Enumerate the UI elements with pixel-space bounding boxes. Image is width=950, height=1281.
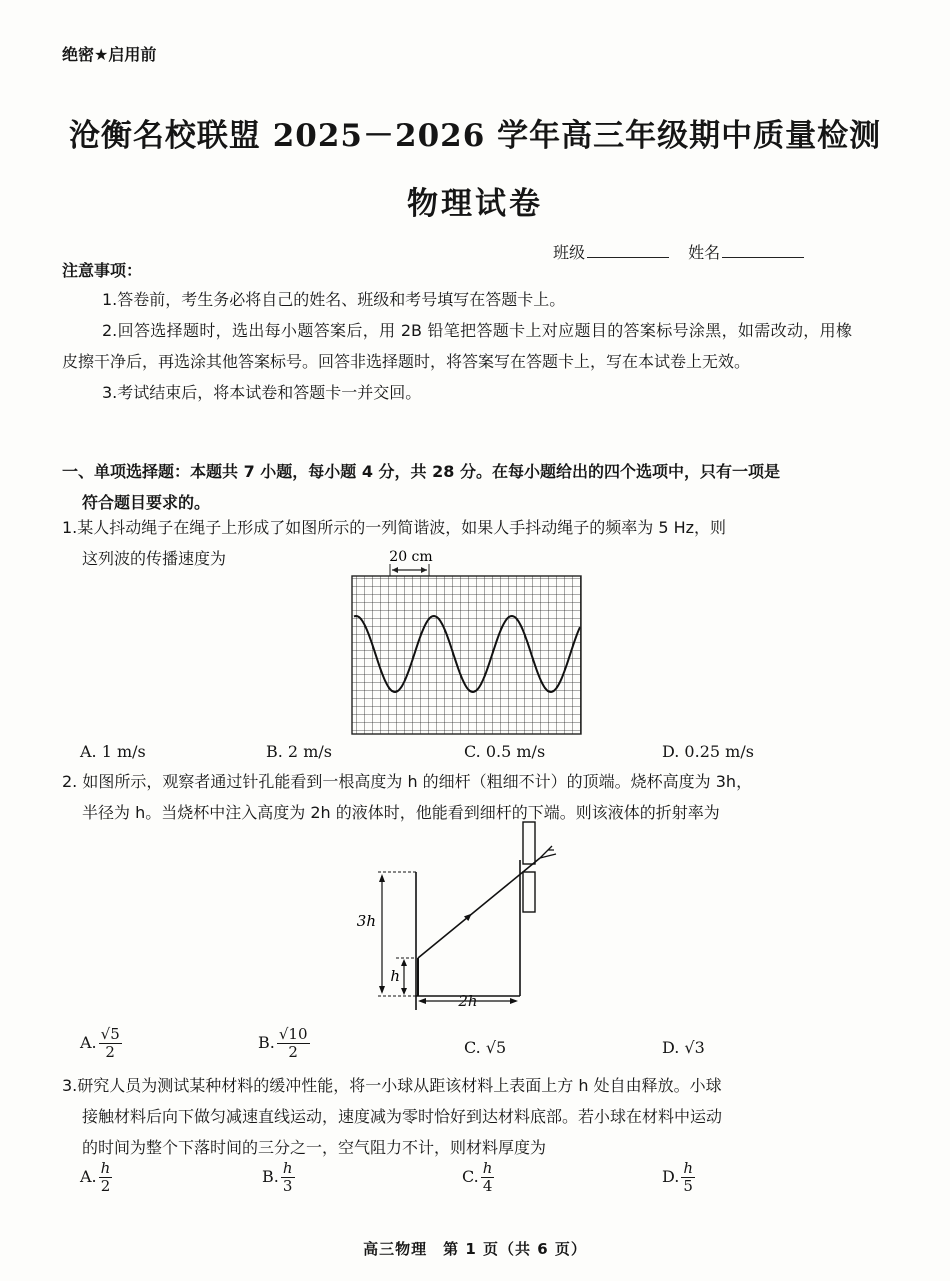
section-heading: [62, 456, 852, 518]
option-a[interactable]: A. $\frac{h}{2}$: [80, 1159, 111, 1195]
q3-line-3: 的时间为整个下落时间的三分之一，空气阻力不计，则材料厚度为: [82, 1138, 547, 1157]
dim-h-arrow-top: [401, 959, 407, 966]
question-2: [62, 766, 852, 828]
dim-3h-arrow-bottom: [379, 986, 385, 994]
option-a[interactable]: A. $\frac{√5}{2}$: [80, 1025, 120, 1061]
q1-line-1: 1.某人抖动绳子在绳子上形成了如图所示的一列简谐波，如果人手抖动绳子的频率为 5 Hz，则: [62, 518, 727, 537]
q1-wave-figure: [340, 546, 590, 738]
screen-bottom: [523, 872, 535, 912]
notice-item: 2.回答选择题时，选出每小题答案后，用 2B 铅笔把答题卡上对应题目的答案标号涂黑，如需改动，用橡皮擦干净后，再选涂其他答案标号。回答非选择题时，将答案写在答题卡上，写在本试卷上无效。: [62, 321, 852, 371]
option-d[interactable]: D. $\frac{h}{5}$: [662, 1159, 694, 1195]
q2-options: [80, 1022, 860, 1068]
dim-h-arrow-bottom: [401, 988, 407, 995]
notice-list: [62, 284, 852, 408]
grid-background: [352, 576, 581, 734]
option-c[interactable]: C. 0.5 m/s: [464, 742, 546, 761]
q1-options: [80, 742, 860, 766]
option-a-denominator: 2: [105, 1043, 115, 1061]
dim-arrow-right: [421, 567, 427, 573]
option-b-denominator: 2: [288, 1043, 298, 1061]
option-c[interactable]: C. $\frac{h}{4}$: [462, 1159, 493, 1195]
option-d[interactable]: D. √3: [662, 1038, 705, 1057]
q3-line-1: 3.研究人员为测试某种材料的缓冲性能，将一小球从距该材料上表面上方 h 处自由释放。小球: [62, 1076, 722, 1095]
q2-line-2: 半径为 h。当烧杯中注入高度为 2h 的液体时，他能看到细杆的下端。则该液体的折射率为: [82, 803, 720, 822]
option-b[interactable]: B. 2 m/s: [266, 742, 332, 761]
eye-icon: [540, 846, 556, 858]
dim-2h-arrow-right: [510, 998, 518, 1004]
screen-top: [523, 822, 535, 864]
option-a[interactable]: A. 1 m/s: [80, 742, 146, 761]
label-3h: 3h: [356, 912, 376, 930]
section-line-2: 符合题目要求的。: [82, 493, 211, 512]
notice-item: 1.答卷前，考生务必将自己的姓名、班级和考号填写在答题卡上。: [102, 290, 566, 309]
dim-arrow-left: [392, 567, 398, 573]
confidential-label: 绝密★启用前: [62, 45, 157, 64]
class-blank[interactable]: [587, 243, 669, 258]
notice-item: 3.考试结束后，将本试卷和答题卡一并交回。: [102, 383, 422, 402]
page-footer: 高三物理 第 1 页（共 6 页）: [363, 1240, 587, 1258]
option-b-numerator: √10: [278, 1025, 308, 1043]
exam-subtitle: 物理试卷: [407, 186, 543, 222]
class-label: 班级: [553, 243, 586, 262]
q2-line-1: 2. 如图所示，观察者通过针孔能看到一根高度为 h 的细杆（粗细不计）的顶端。烧杯高度为 3h，: [62, 772, 753, 791]
option-d[interactable]: D. 0.25 m/s: [662, 742, 754, 761]
option-b[interactable]: B. $\frac{√10}{2}$: [258, 1025, 308, 1061]
dim-label: 20 cm: [389, 549, 433, 565]
q3-line-2: 接触材料后向下做匀减速直线运动，速度减为零时恰好到达材料底部。若小球在材料中运动: [82, 1107, 723, 1126]
name-blank[interactable]: [722, 243, 804, 258]
label-h: h: [390, 967, 400, 985]
dim-3h-arrow-top: [379, 874, 385, 882]
notice-heading: 注意事项：: [62, 261, 143, 280]
section-line-1: 一、单项选择题：本题共 7 小题，每小题 4 分，共 28 分。在每小题给出的四个选项中，只有一项是: [62, 462, 780, 481]
q2-beaker-figure: [356, 820, 570, 1020]
name-label: 姓名: [688, 243, 721, 262]
exam-title: 沧衡名校联盟 2025－2026 学年高三年级期中质量检测: [68, 118, 882, 154]
option-a-numerator: √5: [100, 1025, 120, 1043]
label-2h: 2h: [458, 992, 478, 1010]
question-3: [62, 1070, 852, 1163]
q3-options: [80, 1160, 860, 1206]
option-c[interactable]: C. √5: [464, 1038, 507, 1057]
dim-2h-arrow-left: [418, 998, 426, 1004]
q1-line-2: 这列波的传播速度为: [82, 549, 227, 568]
option-b[interactable]: B. $\frac{h}{3}$: [262, 1159, 293, 1195]
light-ray: [418, 858, 540, 958]
student-fields: [553, 240, 818, 263]
